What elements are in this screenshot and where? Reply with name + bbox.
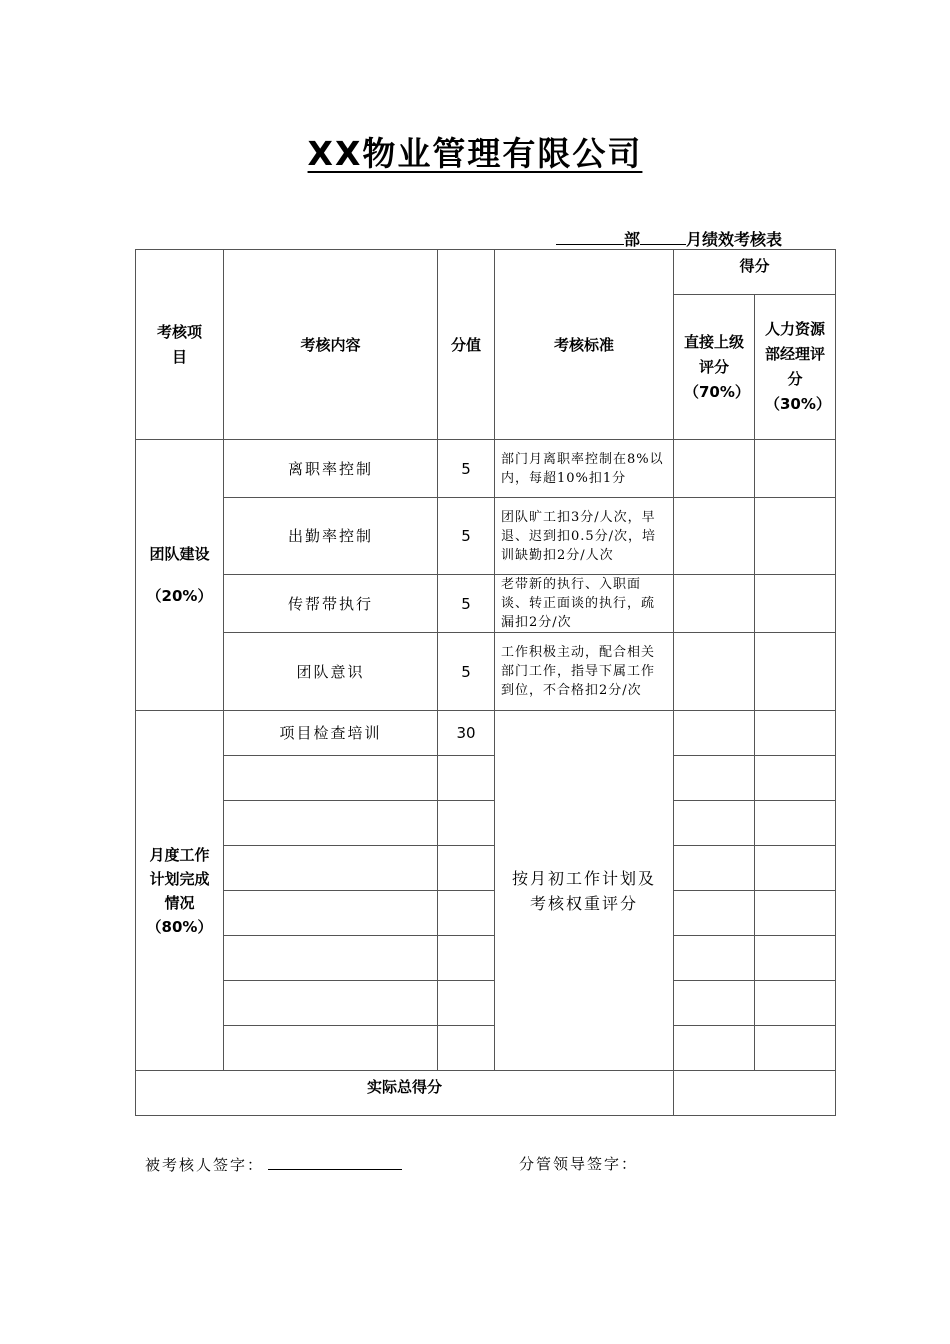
score-input[interactable] [438, 756, 495, 801]
table-row [136, 1026, 836, 1071]
hr-score-input[interactable] [755, 846, 836, 891]
score-cell: 5 [438, 575, 495, 633]
header-content: 考核内容 [224, 250, 438, 440]
content-cell: 离职率控制 [224, 440, 438, 498]
category-monthly-plan: 月度工作计划完成情况 （80%） [136, 711, 224, 1071]
appraisal-table [135, 249, 836, 1116]
direct-score-input[interactable] [674, 633, 755, 711]
hr-score-input[interactable] [755, 891, 836, 936]
hr-score-input[interactable] [755, 801, 836, 846]
standard-cell: 工作积极主动，配合相关部门工作，指导下属工作到位，不合格扣2分/次 [495, 633, 674, 711]
header-standard: 考核标准 [495, 250, 674, 440]
header-rating: 得分 [674, 250, 836, 295]
hr-score-input[interactable] [755, 936, 836, 981]
score-input[interactable] [438, 1026, 495, 1071]
header-hr-manager: 人力资源部经理评分（30%） [755, 295, 836, 440]
score-input[interactable] [438, 891, 495, 936]
table-row [136, 711, 836, 756]
score-cell: 5 [438, 498, 495, 575]
total-score-input[interactable] [674, 1071, 836, 1116]
table-row [136, 846, 836, 891]
hr-score-input[interactable] [755, 981, 836, 1026]
header-direct-supervisor: 直接上级评分（70%） [674, 295, 755, 440]
department-blank[interactable] [556, 228, 624, 245]
standard-cell: 按月初工作计划及考核权重评分 [495, 711, 674, 1071]
month-blank[interactable] [640, 228, 686, 245]
direct-score-input[interactable] [674, 756, 755, 801]
content-input[interactable] [224, 846, 438, 891]
content-input[interactable] [224, 891, 438, 936]
table-row [136, 440, 836, 498]
category-team-building: 团队建设 （20%） [136, 440, 224, 711]
standard-cell: 老带新的执行、入职面谈、转正面谈的执行，疏漏扣2分/次 [495, 575, 674, 633]
table-row [136, 981, 836, 1026]
hr-score-input[interactable] [755, 756, 836, 801]
table-row [136, 891, 836, 936]
hr-score-input[interactable] [755, 440, 836, 498]
content-input[interactable] [224, 936, 438, 981]
total-row [136, 1071, 836, 1116]
score-input[interactable] [438, 801, 495, 846]
page-title: XX物业管理有限公司 [307, 134, 643, 173]
content-input[interactable] [224, 1026, 438, 1071]
direct-score-input[interactable] [674, 440, 755, 498]
leader-signature: 分管领导签字： [519, 1155, 639, 1173]
content-input[interactable] [224, 801, 438, 846]
table-row [136, 575, 836, 633]
header-item: 考核项目 [136, 250, 224, 440]
content-cell: 出勤率控制 [224, 498, 438, 575]
direct-score-input[interactable] [674, 498, 755, 575]
content-input[interactable] [224, 981, 438, 1026]
employee-signature-line[interactable] [268, 1153, 402, 1170]
employee-signature: 被考核人签字： [145, 1153, 402, 1175]
table-row [136, 756, 836, 801]
table-row [136, 633, 836, 711]
direct-score-input[interactable] [674, 711, 755, 756]
content-input[interactable] [224, 756, 438, 801]
table-row [136, 498, 836, 575]
hr-score-input[interactable] [755, 498, 836, 575]
direct-score-input[interactable] [674, 575, 755, 633]
content-cell: 项目检查培训 [224, 711, 438, 756]
score-cell: 5 [438, 440, 495, 498]
direct-score-input[interactable] [674, 891, 755, 936]
direct-score-input[interactable] [674, 846, 755, 891]
score-input[interactable] [438, 936, 495, 981]
table-row [136, 801, 836, 846]
standard-cell: 部门月离职率控制在8%以内，每超10%扣1分 [495, 440, 674, 498]
standard-cell: 团队旷工扣3分/人次，早退、迟到扣0.5分/次，培训缺勤扣2分/人次 [495, 498, 674, 575]
direct-score-input[interactable] [674, 936, 755, 981]
hr-score-input[interactable] [755, 1026, 836, 1071]
content-cell: 团队意识 [224, 633, 438, 711]
table-row [136, 936, 836, 981]
hr-score-input[interactable] [755, 633, 836, 711]
header-score: 分值 [438, 250, 495, 440]
hr-score-input[interactable] [755, 711, 836, 756]
direct-score-input[interactable] [674, 801, 755, 846]
form-subtitle: 部 月绩效考核表 [556, 227, 782, 250]
score-input[interactable] [438, 981, 495, 1026]
total-label: 实际总得分 [136, 1071, 674, 1116]
score-cell: 30 [438, 711, 495, 756]
score-cell: 5 [438, 633, 495, 711]
hr-score-input[interactable] [755, 575, 836, 633]
direct-score-input[interactable] [674, 981, 755, 1026]
score-input[interactable] [438, 846, 495, 891]
content-cell: 传帮带执行 [224, 575, 438, 633]
direct-score-input[interactable] [674, 1026, 755, 1071]
